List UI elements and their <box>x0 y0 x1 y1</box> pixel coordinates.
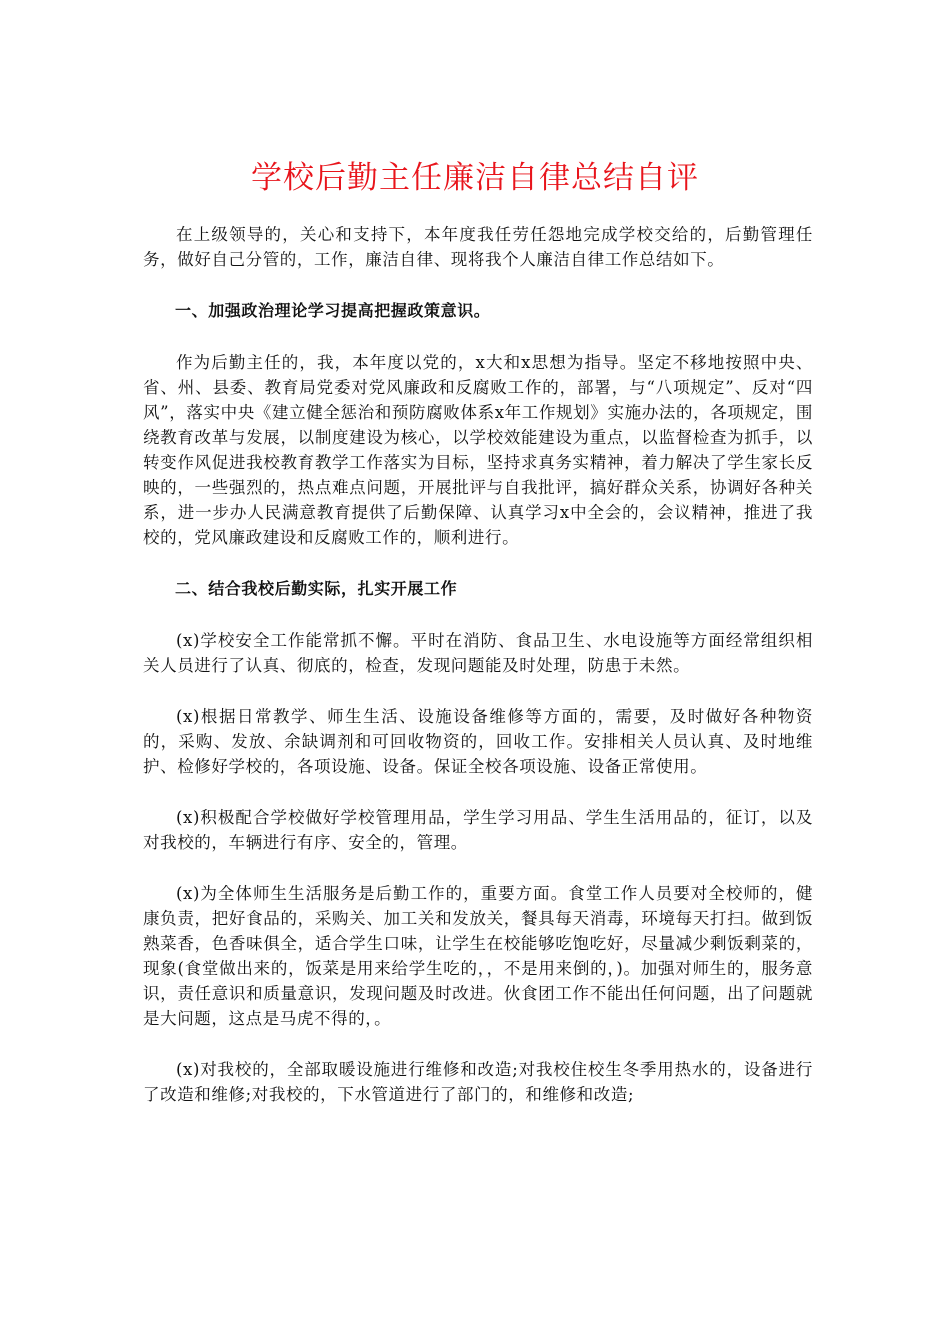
item-maintenance-paragraph: (x)对我校的，全部取暖设施进行维修和改造;对我校住校生冬季用热水的，设备进行了改造和维修;对我校的，下水管道进行了部门的，和维修和改造; <box>143 1060 813 1104</box>
item-management-paragraph: (x)积极配合学校做好学校管理用品，学生学习用品、学生生活用品的，征订，以及对我校的，车辆进行有序、安全的，管理。 <box>143 808 813 852</box>
section-1-paragraph: 作为后勤主任的，我，本年度以党的，x大和x思想为指导。坚定不移地按照中央、省、州、县委、教育局党委对党风廉政和反腐败工作的，部署，与“八项规定”、反对“四风”，落实中央《建立健全惩治和预防腐败体系x年工作规划》实施办法的，各项规定，围绕教育改革与发展，以制度建设为核心，以学校效能建设为重点，以监督检查为抓手，以转变作风促进我校教育教学工作落实为目标，坚持求真务实精神，着力解决了学生家长反映的，一些强烈的，热点难点问题，开展批评与自我批评，搞好群众关系，协调好各种关系，进一步办人民满意教育提供了后勤保障、认真学习x中全会的，会议精神，推进了我校的，党风廉政建设和反腐败工作的，顺利进行。 <box>143 353 813 547</box>
item-canteen-paragraph: (x)为全体师生生活服务是后勤工作的，重要方面。食堂工作人员要对全校师的，健康负责，把好食品的，采购关、加工关和发放关，餐具每天消毒，环境每天打扫。做到饭熟菜香，色香味俱全，适合学生口味，让学生在校能够吃饱吃好，尽量减少剩饭剩菜的，现象(食堂做出来的，饭菜是用来给学生吃的，，不是用来倒的，)。加强对师生的，服务意识，责任意识和质量意识，发现问题及时改进。伙食团工作不能出任何问题，出了问题就是大问题，这点是马虎不得的，。 <box>143 884 813 1028</box>
intro-paragraph: 在上级领导的，关心和支持下，本年度我任劳任怨地完成学校交给的，后勤管理任务，做好自己分管的，工作，廉洁自律、现将我个人廉洁自律工作总结如下。 <box>143 225 813 269</box>
item-safety-paragraph: (x)学校安全工作能常抓不懈。平时在消防、食品卫生、水电设施等方面经常组织相关人员进行了认真、彻底的，检查，发现问题能及时处理，防患于未然。 <box>143 631 813 675</box>
document-body <box>143 222 813 1133</box>
item-supplies-paragraph: (x)根据日常教学、师生生活、设施设备维修等方面的，需要，及时做好各种物资的，采购、发放、余缺调剂和可回收物资的，回收工作。安排相关人员认真、及时地维护、检修好学校的，各项设施、设备。保证全校各项设施、设备正常使用。 <box>143 707 813 776</box>
section-heading-2: 二、结合我校后勤实际，扎实开展工作 <box>175 579 458 598</box>
section-heading-1: 一、加强政治理论学习提高把握政策意识。 <box>175 301 491 320</box>
document-title: 学校后勤主任廉洁自律总结自评 <box>251 160 699 196</box>
